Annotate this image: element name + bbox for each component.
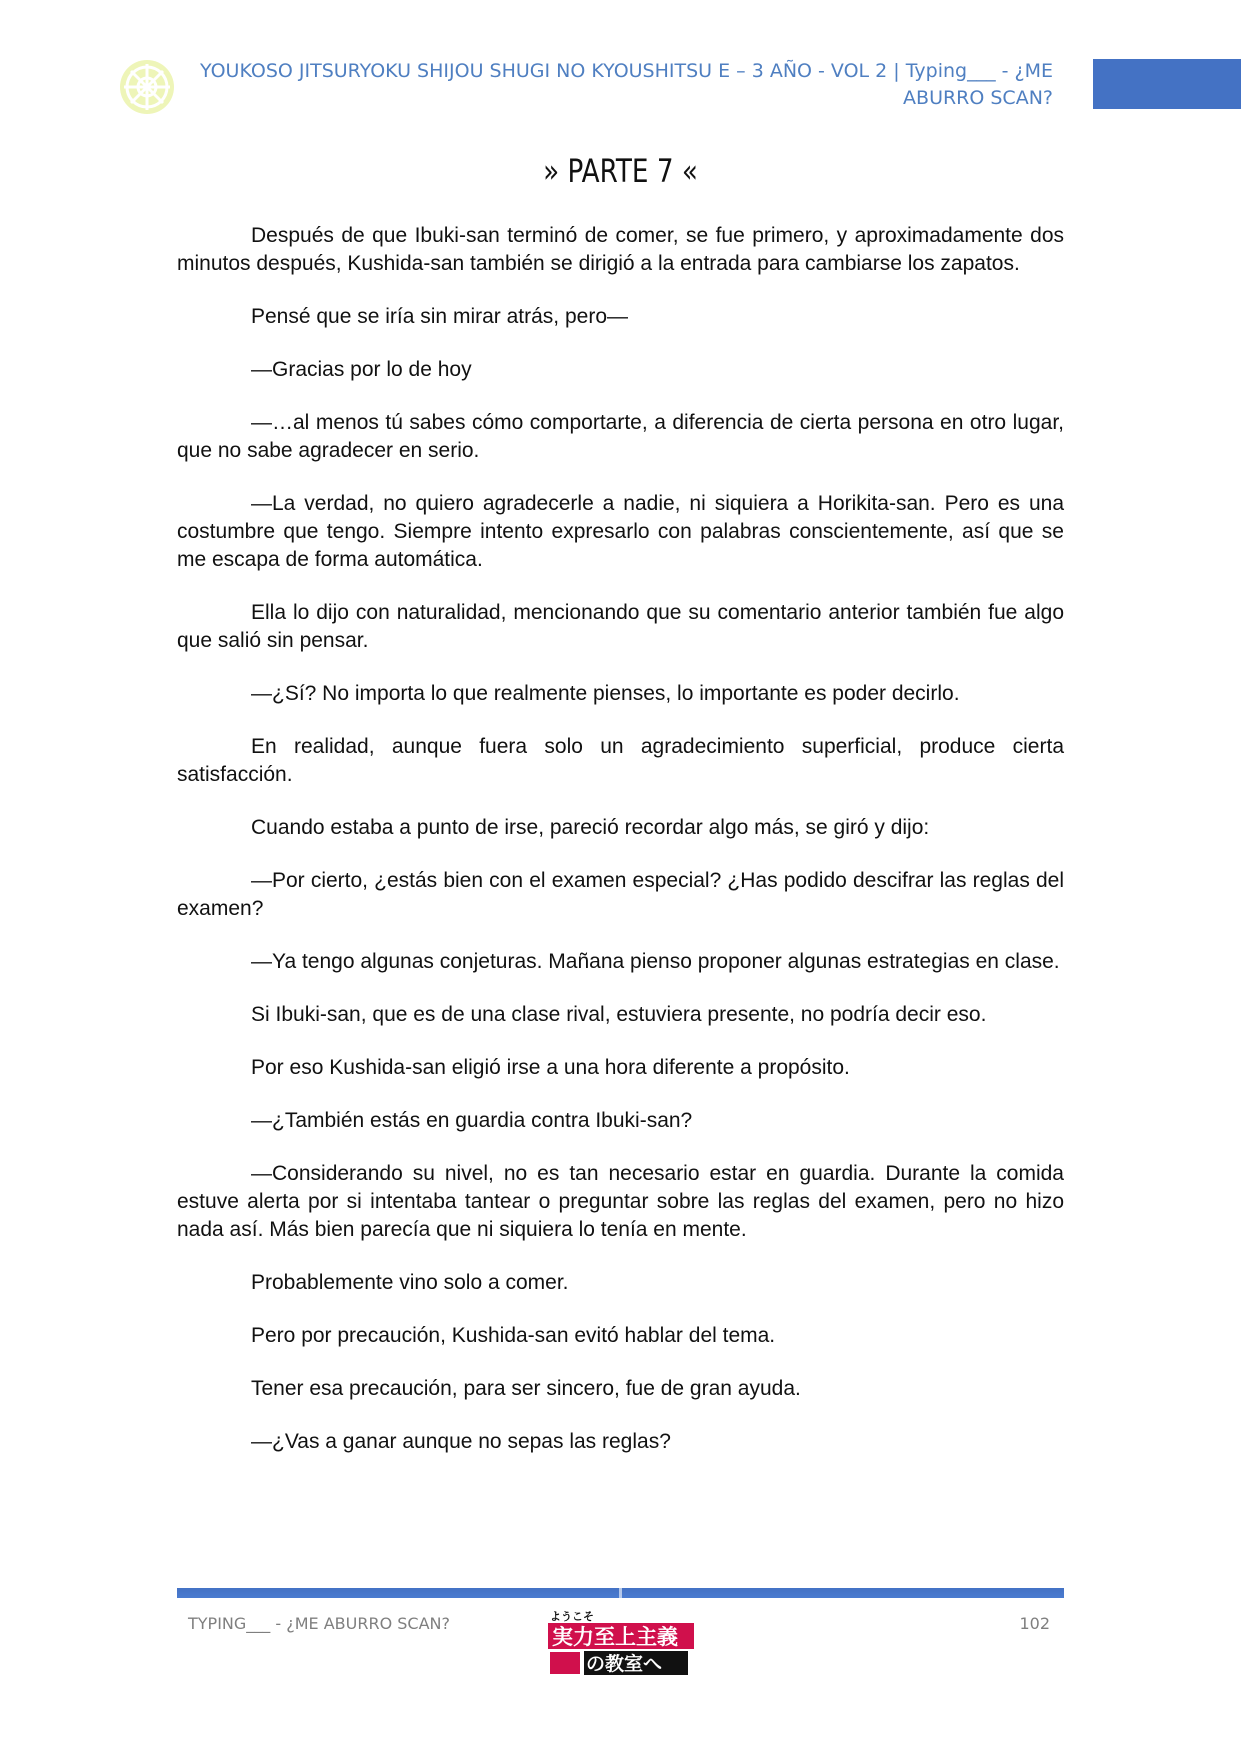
body-text [177,222,1064,1481]
paragraph: En realidad, aunque fuera solo un agradecimiento superficial, produce cierta satisfacción. [177,735,1064,786]
paragraph: —Ya tengo algunas conjeturas. Mañana pienso proponer algunas estrategias en clase. [251,950,1060,973]
paragraph: Cuando estaba a punto de irse, pareció recordar algo más, se giró y dijo: [251,816,930,839]
footer-credit: TYPING___ - ¿ME ABURRO SCAN? [188,1614,450,1633]
paragraph: —Considerando su nivel, no es tan necesario estar en guardia. Durante la comida estuve alerta por si intentaba tantear o preguntar sobre las reglas del examen, pero no hizo nada así. Más bien parecía que ni siquiera lo tenía en mente. [177,1162,1064,1241]
paragraph: —Gracias por lo de hoy [251,358,472,381]
paragraph: Después de que Ibuki-san terminó de comer, se fue primero, y aproximadamente dos minutos después, Kushida-san también se dirigió a la entrada para cambiarse los zapatos. [177,224,1064,275]
footer-divider [177,1588,1064,1598]
series-logo-row1-text: 実力至上主義 [552,1625,678,1649]
header-title: YOUKOSO JITSURYOKU SHIJOU SHUGI NO KYOUSHITSU E – 3 AÑO - VOL 2 | Typing___ - ¿ME ABURRO SCAN? [200,60,1053,109]
paragraph: Tener esa precaución, para ser sincero, fue de gran ayuda. [251,1377,801,1400]
paragraph: Ella lo dijo con naturalidad, mencionando que su comentario anterior también fue algo que salió sin pensar. [177,601,1064,652]
paragraph: Pero por precaución, Kushida-san evitó hablar del tema. [251,1324,776,1347]
header-accent-bar [1093,59,1241,109]
paragraph: —¿También estás en guardia contra Ibuki-san? [251,1109,693,1132]
series-logo-top-text: ようこそ [550,1610,594,1623]
paragraph: —…al menos tú sabes cómo comportarte, a diferencia de cierta persona en otro lugar, que no sabe agradecer en serio. [177,411,1064,462]
paragraph: —La verdad, no quiero agradecerle a nadie, ni siquiera a Horikita-san. Pero es una costumbre que tengo. Siempre intento expresarlo con palabras conscientemente, así que se me escapa de forma automática. [177,492,1064,571]
paragraph: —¿Vas a ganar aunque no sepas las reglas? [251,1430,671,1453]
paragraph: Probablemente vino solo a comer. [251,1271,569,1294]
series-logo-icon [548,1608,694,1676]
scan-group-logo-icon [118,58,176,116]
chapter-title: » PARTE 7 « [543,152,698,190]
paragraph: Por eso Kushida-san eligió irse a una hora diferente a propósito. [251,1056,850,1079]
paragraph: Pensé que se iría sin mirar atrás, pero— [251,305,628,328]
page-number: 102 [1019,1614,1050,1633]
paragraph: —¿Sí? No importa lo que realmente pienses, lo importante es poder decirlo. [251,682,960,705]
series-logo-row2-text: の教室へ [586,1653,663,1675]
paragraph: Si Ibuki-san, que es de una clase rival, estuviera presente, no podría decir eso. [251,1003,987,1026]
paragraph: —Por cierto, ¿estás bien con el examen especial? ¿Has podido descifrar las reglas del examen? [177,869,1064,920]
